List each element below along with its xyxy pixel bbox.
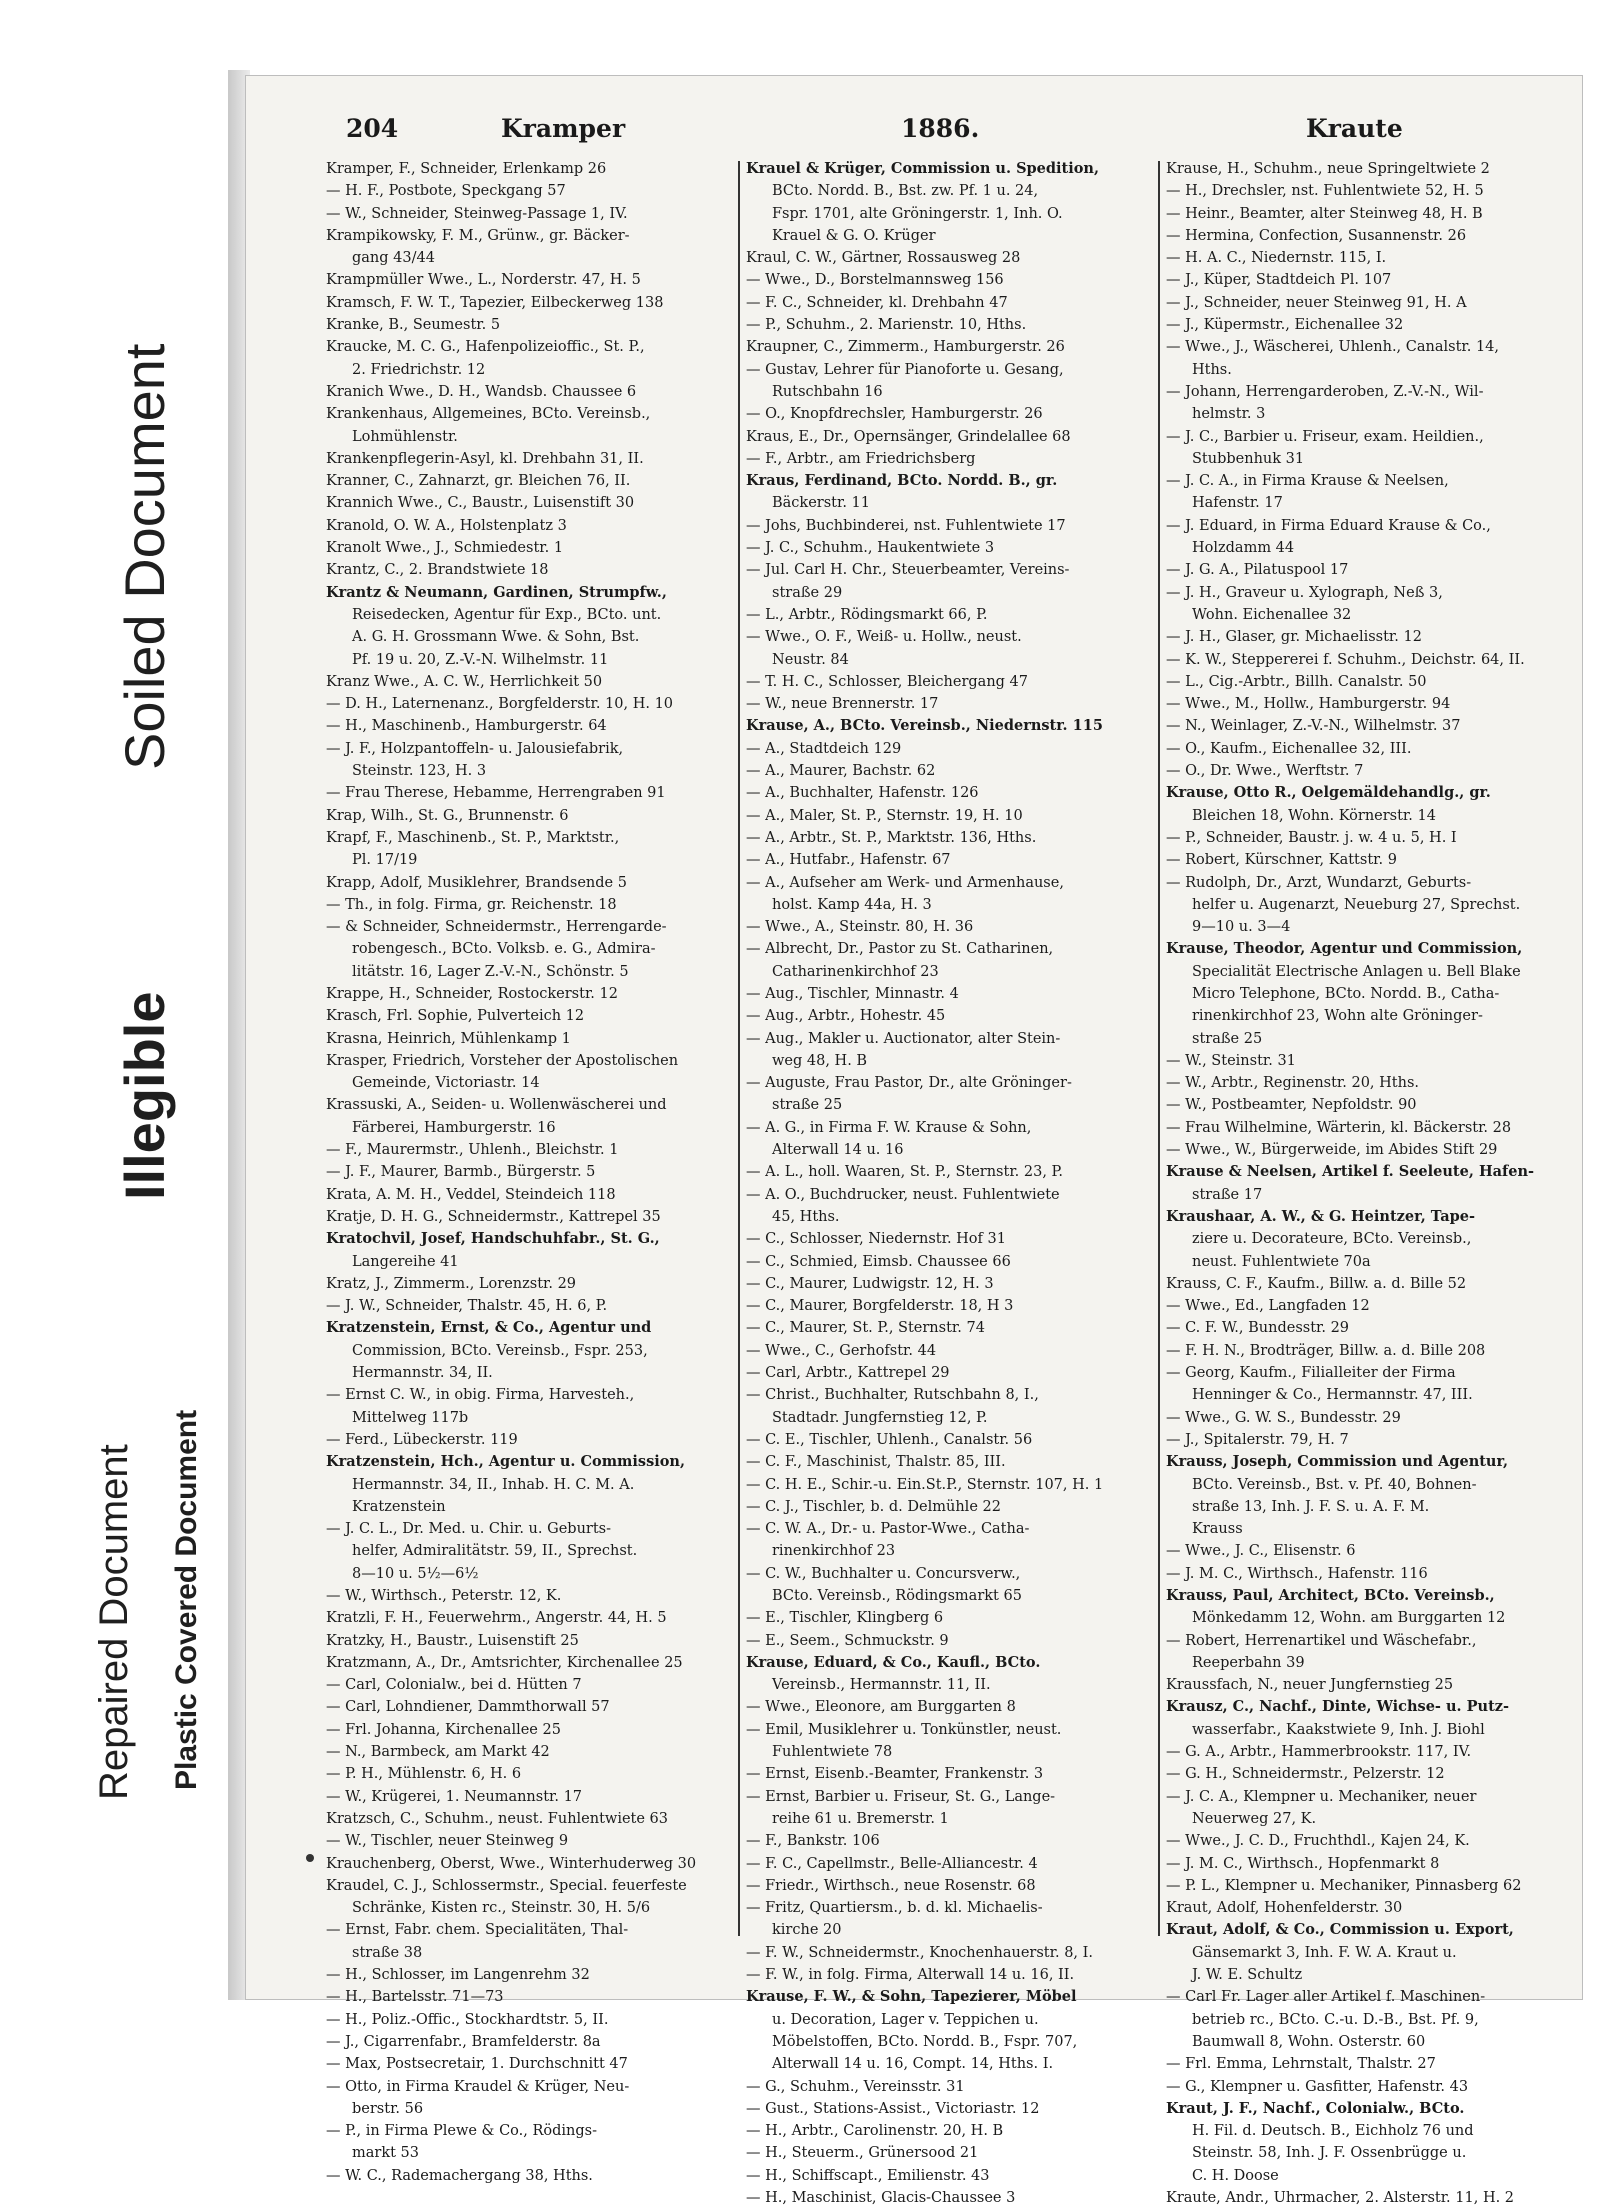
directory-entry: — C. F., Maschinist, Thalstr. 85, III.: [746, 1454, 1006, 1471]
directory-entry: — P., Schneider, Baustr. j. w. 4 u. 5, H. I: [1166, 829, 1457, 846]
directory-entry: — C., Maurer, Ludwigstr. 12, H. 3: [746, 1275, 994, 1292]
directory-entry: — C., Schmied, Eimsb. Chaussee 66: [746, 1253, 1011, 1270]
directory-entry: Krata, A. M. H., Veddel, Steindeich 118: [326, 1186, 616, 1203]
directory-entry: — Jul. Carl H. Chr., Steuerbeamter, Vereins-: [746, 562, 1070, 579]
directory-entry: Steinstr. 58, Inh. J. F. Ossenbrügge u.: [1192, 2145, 1467, 2162]
directory-entry: — H., Arbtr., Carolinenstr. 20, H. B: [746, 2123, 1004, 2140]
directory-entry: Gänsemarkt 3, Inh. F. W. A. Kraut u.: [1192, 1944, 1457, 1961]
directory-entry: — C., Maurer, Borgfelderstr. 18, H 3: [746, 1298, 1014, 1315]
directory-entry: — Wwe., G. W. S., Bundesstr. 29: [1166, 1409, 1401, 1426]
directory-entry: rinenkirchhof 23: [772, 1543, 896, 1560]
directory-entry: Krause, A., BCto. Vereinsb., Niedernstr. 115: [746, 717, 1103, 735]
directory-entry: — Gust., Stations-Assist., Victoriastr. 12: [746, 2100, 1040, 2117]
directory-entry: — J. C. L., Dr. Med. u. Chir. u. Geburts-: [326, 1521, 612, 1538]
header-last-word: Kraute: [1306, 114, 1403, 143]
directory-entry: Stadtadr. Jungfernstieg 12, P.: [772, 1409, 988, 1426]
directory-entry: — Wwe., Ed., Langfaden 12: [1166, 1298, 1370, 1315]
directory-entry: — H., Drechsler, nst. Fuhlentwiete 52, H. 5: [1166, 183, 1484, 200]
directory-entry: — E., Tischler, Klingberg 6: [746, 1610, 944, 1627]
directory-entry: Krassuski, A., Seiden- u. Wollenwäscherei und: [326, 1097, 667, 1114]
directory-entry: Reeperbahn 39: [1192, 1654, 1305, 1671]
directory-entry: Langereihe 41: [352, 1253, 459, 1270]
directory-column-3: [1166, 158, 1571, 2207]
directory-entry: Kramper, F., Schneider, Erlenkamp 26: [326, 161, 607, 177]
directory-entry: Neustr. 84: [772, 651, 849, 668]
directory-entry: helfer u. Augenarzt, Neueburg 27, Sprechst.: [1192, 896, 1521, 913]
directory-entry: Kraudel, C. J., Schlossermstr., Special. feuerfeste: [326, 1877, 687, 1894]
directory-entry: J. W. E. Schultz: [1192, 1967, 1303, 1984]
directory-entry: — J. Eduard, in Firma Eduard Krause & Co.,: [1166, 517, 1491, 534]
directory-entry: — J. C. A., in Firma Krause & Neelsen,: [1166, 473, 1449, 490]
directory-column-2: [746, 158, 1161, 2207]
directory-entry: — J., Küpermstr., Eichenallee 32: [1166, 317, 1404, 334]
directory-entry: — Johann, Herrengarderoben, Z.-V.-N., Wil-: [1166, 383, 1484, 400]
directory-entry: — A. O., Buchdrucker, neust. Fuhlentwiete: [746, 1186, 1060, 1203]
directory-entry: Krantz & Neumann, Gardinen, Strumpfw.,: [326, 583, 667, 601]
header-year: 1886.: [901, 114, 980, 143]
directory-entry: Wohn. Eichenallee 32: [1192, 606, 1352, 623]
directory-entry: helmstr. 3: [1192, 406, 1266, 423]
directory-entry: Kraut, J. F., Nachf., Colonialw., BCto.: [1166, 2099, 1465, 2117]
directory-entry: — C. J., Tischler, b. d. Delmühle 22: [746, 1498, 1001, 1515]
directory-entry: — Frl. Johanna, Kirchenallee 25: [326, 1721, 561, 1738]
directory-entry: — Wwe., C., Gerhofstr. 44: [746, 1342, 937, 1359]
directory-entry: straße 25: [772, 1097, 843, 1114]
page-number: 204: [346, 114, 399, 143]
directory-entry: Kramsch, F. W. T., Tapezier, Eilbeckerweg 138: [326, 294, 664, 311]
directory-entry: Krantz, C., 2. Brandstwiete 18: [326, 562, 549, 579]
directory-entry: — W., Krügerei, 1. Neumannstr. 17: [326, 1788, 583, 1805]
directory-entry: Kratzenstein, Hch., Agentur u. Commission,: [326, 1453, 686, 1471]
ink-dot-mark: [306, 1854, 314, 1862]
directory-entry: — N., Weinlager, Z.-V.-N., Wilhelmstr. 37: [1166, 718, 1461, 735]
directory-entry: Krasper, Friedrich, Vorsteher der Apostolischen: [326, 1052, 679, 1069]
directory-entry: Kraut, Adolf, Hohenfelderstr. 30: [1166, 1900, 1403, 1917]
directory-entry: — Wwe., M., Hollw., Hamburgerstr. 94: [1166, 696, 1451, 713]
directory-entry: — Friedr., Wirthsch., neue Rosenstr. 68: [746, 1877, 1036, 1894]
directory-entry: — H., Bartelsstr. 71—73: [326, 1989, 504, 2006]
directory-entry: — G. H., Schneidermstr., Pelzerstr. 12: [1166, 1766, 1445, 1783]
directory-entry: — J. G. A., Pilatuspool 17: [1166, 562, 1349, 579]
directory-entry: Reisedecken, Agentur für Exp., BCto. unt.: [352, 606, 662, 623]
directory-entry: Krasna, Heinrich, Mühlenkamp 1: [326, 1030, 571, 1047]
directory-entry: — W., Arbtr., Reginenstr. 20, Hths.: [1166, 1075, 1420, 1092]
directory-entry: Krauss, Joseph, Commission und Agentur,: [1166, 1453, 1509, 1471]
directory-entry: — P., in Firma Plewe & Co., Rödings-: [326, 2123, 597, 2140]
directory-entry: — Carl, Lohndiener, Dammthorwall 57: [326, 1699, 610, 1716]
directory-entry: — J. C., Barbier u. Friseur, exam. Heildien.,: [1166, 428, 1484, 445]
directory-entry: — Wwe., A., Steinstr. 80, H. 36: [746, 919, 974, 936]
directory-entry: Commission, BCto. Vereinsb., Fspr. 253,: [352, 1342, 648, 1359]
directory-entry: Holzdamm 44: [1192, 540, 1295, 557]
directory-entry: straße 38: [352, 1944, 423, 1961]
directory-entry: — Frau Wilhelmine, Wärterin, kl. Bäckerstr. 28: [1166, 1119, 1512, 1136]
directory-entry: BCto. Nordd. B., Bst. zw. Pf. 1 u. 24,: [772, 183, 1039, 200]
directory-entry: — H., Schlosser, im Langenrehm 32: [326, 1967, 590, 1984]
directory-entry: — Robert, Kürschner, Kattstr. 9: [1166, 852, 1397, 869]
directory-entry: Krausz, C., Nachf., Dinte, Wichse- u. Putz-: [1166, 1698, 1510, 1716]
directory-entry: — Frl. Emma, Lehrnstalt, Thalstr. 27: [1166, 2056, 1436, 2073]
directory-entry: Kraucke, M. C. G., Hafenpolizeioffic., St. P.,: [326, 339, 645, 356]
directory-entry: Specialität Electrische Anlagen u. Bell Blake: [1192, 963, 1521, 980]
directory-entry: — C. F. W., Bundesstr. 29: [1166, 1320, 1350, 1337]
directory-entry: Henninger & Co., Hermannstr. 47, III.: [1192, 1387, 1473, 1404]
directory-entry: Kraul, C. W., Gärtner, Rossausweg 28: [746, 250, 1021, 267]
directory-entry: — Max, Postsecretair, 1. Durchschnitt 47: [326, 2056, 628, 2073]
directory-entry: — L., Cig.-Arbtr., Billh. Canalstr. 50: [1166, 673, 1427, 690]
directory-entry: C. H. Doose: [1192, 2167, 1279, 2184]
directory-entry: Micro Telephone, BCto. Nordd. B., Catha-: [1192, 985, 1500, 1002]
directory-entry: Krampikowsky, F. M., Grünw., gr. Bäcker-: [326, 227, 630, 244]
directory-entry: — Aug., Tischler, Minnastr. 4: [746, 985, 959, 1002]
directory-entry: — W., Steinstr. 31: [1166, 1052, 1296, 1069]
directory-entry: — A., Maler, St. P., Sternstr. 19, H. 10: [746, 807, 1023, 824]
directory-entry: — P. L., Klempner u. Mechaniker, Pinnasberg 62: [1166, 1877, 1522, 1894]
directory-entry: — C., Schlosser, Niedernstr. Hof 31: [746, 1231, 1006, 1248]
directory-entry: Hermannstr. 34, II., Inhab. H. C. M. A.: [352, 1476, 635, 1493]
directory-entry: straße 25: [1192, 1030, 1263, 1047]
directory-entry: reihe 61 u. Bremerstr. 1: [772, 1810, 949, 1827]
directory-entry: Hafenstr. 17: [1192, 495, 1283, 512]
side-labels: [0, 0, 203, 2177]
directory-entry: — Ernst, Fabr. chem. Specialitäten, Thal-: [326, 1922, 629, 1939]
directory-entry: Krampmüller Wwe., L., Norderstr. 47, H. 5: [326, 272, 641, 289]
directory-entry: — & Schneider, Schneidermstr., Herrengarde-: [326, 919, 667, 936]
directory-entry: — G., Klempner u. Gasfitter, Hafenstr. 43: [1166, 2078, 1469, 2095]
directory-entry: — J. C. A., Klempner u. Mechaniker, neuer: [1166, 1788, 1477, 1805]
directory-entry: — Wwe., O. F., Weiß- u. Hollw., neust.: [746, 629, 1022, 646]
directory-entry: — Ernst, Eisenb.-Beamter, Frankenstr. 3: [746, 1766, 1044, 1783]
directory-entry: markt 53: [352, 2145, 419, 2162]
directory-entry: Färberei, Hamburgerstr. 16: [352, 1119, 556, 1136]
directory-entry: — J. H., Graveur u. Xylograph, Neß 3,: [1166, 584, 1443, 601]
directory-entry: Kranich Wwe., D. H., Wandsb. Chaussee 6: [326, 383, 637, 400]
directory-entry: Schränke, Kisten rc., Steinstr. 30, H. 5/6: [352, 1900, 651, 1917]
directory-entry: Mittelweg 117b: [352, 1409, 469, 1426]
plastic-covered-document-label: Plastic Covered Document: [170, 1409, 203, 1790]
directory-entry: Kraussfach, N., neuer Jungfernstieg 25: [1166, 1677, 1454, 1694]
directory-entry: — A., Buchhalter, Hafenstr. 126: [746, 785, 979, 802]
directory-entry: Rutschbahn 16: [772, 383, 883, 400]
directory-entry: — J., Cigarrenfabr., Bramfelderstr. 8a: [326, 2033, 601, 2050]
directory-entry: Neuerweg 27, K.: [1192, 1810, 1317, 1827]
directory-entry: Krappe, H., Schneider, Rostockerstr. 12: [326, 985, 618, 1002]
directory-entry: — J. F., Maurer, Barmb., Bürgerstr. 5: [326, 1164, 596, 1181]
directory-entry: Möbelstoffen, BCto. Nordd. B., Fspr. 707,: [772, 2033, 1078, 2050]
directory-entry: — J. F., Holzpantoffeln- u. Jalousiefabrik,: [326, 740, 624, 757]
directory-entry: — C. H. E., Schir.-u. Ein.St.P., Sternstr. 107, H. 1: [746, 1476, 1104, 1493]
directory-entry: betrieb rc., BCto. C.-u. D.-B., Bst. Pf. 9,: [1192, 2011, 1479, 2028]
directory-entry: — J. H., Glaser, gr. Michaelisstr. 12: [1166, 629, 1422, 646]
directory-entry: Kratochvil, Josef, Handschuhfabr., St. G.,: [326, 1230, 660, 1248]
directory-entry: — Th., in folg. Firma, gr. Reichenstr. 18: [326, 896, 617, 913]
running-head: [246, 114, 1584, 154]
directory-entry: — F., Arbtr., am Friedrichsberg: [746, 450, 976, 467]
directory-entry: — P., Schuhm., 2. Marienstr. 10, Hths.: [746, 317, 1027, 334]
directory-entry: — H., Steuerm., Grünersood 21: [746, 2145, 979, 2162]
directory-entry: — Heinr., Beamter, alter Steinweg 48, H. B: [1166, 205, 1483, 222]
directory-entry: — C. W., Buchhalter u. Concursverw.,: [746, 1565, 1021, 1582]
directory-entry: — Carl Fr. Lager aller Artikel f. Maschinen-: [1166, 1989, 1486, 2006]
directory-entry: — F., Maurermstr., Uhlenh., Bleichstr. 1: [326, 1142, 619, 1159]
directory-entry: Pf. 19 u. 20, Z.-V.-N. Wilhelmstr. 11: [352, 651, 609, 668]
directory-entry: — F. C., Schneider, kl. Drehbahn 47: [746, 294, 1008, 311]
repaired-document-label: Repaired Document: [92, 1444, 136, 1800]
directory-entry: — P. H., Mühlenstr. 6, H. 6: [326, 1766, 522, 1783]
directory-entry: — O., Dr. Wwe., Werftstr. 7: [1166, 763, 1364, 780]
directory-entry: Kratz, J., Zimmerm., Lorenzstr. 29: [326, 1275, 577, 1292]
directory-entry: — D. H., Laternenanz., Borgfelderstr. 10, H. 10: [326, 696, 674, 713]
directory-entry: Alterwall 14 u. 16: [772, 1142, 904, 1159]
directory-entry: Gemeinde, Victoriastr. 14: [352, 1075, 540, 1092]
directory-entry: Krapf, F., Maschinenb., St. P., Marktstr.,: [326, 829, 620, 846]
directory-entry: Baumwall 8, Wohn. Osterstr. 60: [1192, 2033, 1426, 2050]
directory-entry: — T. H. C., Schlosser, Bleichergang 47: [746, 673, 1029, 690]
directory-entry: — Gustav, Lehrer für Pianoforte u. Gesang,: [746, 361, 1064, 378]
directory-entry: — J. M. C., Wirthsch., Hafenstr. 116: [1166, 1565, 1428, 1582]
directory-entry: — W., neue Brennerstr. 17: [746, 696, 939, 713]
directory-column-1: [326, 158, 741, 2184]
directory-entry: — Wwe., J., Wäscherei, Uhlenh., Canalstr. 14,: [1166, 339, 1500, 356]
directory-entry: 9—10 u. 3—4: [1192, 919, 1291, 936]
directory-entry: — Ferd., Lübeckerstr. 119: [326, 1431, 518, 1448]
directory-entry: Kratzmann, A., Dr., Amtsrichter, Kirchenallee 25: [326, 1654, 683, 1671]
directory-entry: litätstr. 16, Lager Z.-V.-N., Schönstr. 5: [352, 963, 629, 980]
directory-entry: Bleichen 18, Wohn. Körnerstr. 14: [1192, 807, 1436, 824]
directory-entry: weg 48, H. B: [772, 1052, 868, 1069]
directory-entry: — H., Schiffscapt., Emilienstr. 43: [746, 2167, 990, 2184]
directory-entry: — A., Hutfabr., Hafenstr. 67: [746, 852, 951, 869]
directory-entry: — Robert, Herrenartikel und Wäschefabr.,: [1166, 1632, 1477, 1649]
directory-entry: — J., Spitalerstr. 79, H. 7: [1166, 1431, 1349, 1448]
directory-entry: — F. W., Schneidermstr., Knochenhauerstr. 8, I.: [746, 1944, 1093, 1961]
directory-entry: — Fritz, Quartiersm., b. d. kl. Michaelis-: [746, 1900, 1043, 1917]
directory-entry: Kraut, Adolf, & Co., Commission u. Export,: [1166, 1921, 1514, 1939]
directory-entry: — J. C., Schuhm., Haukentwiete 3: [746, 540, 995, 557]
directory-entry: — A., Arbtr., St. P., Marktstr. 136, Hths.: [746, 829, 1037, 846]
directory-entry: Kratzenstein: [352, 1498, 446, 1515]
directory-entry: — F., Bankstr. 106: [746, 1833, 880, 1850]
directory-entry: BCto. Vereinsb., Rödingsmarkt 65: [772, 1588, 1022, 1604]
directory-entry: — H., Poliz.-Offic., Stockhardtstr. 5, II.: [326, 2011, 609, 2028]
directory-entry: — H., Maschinenb., Hamburgerstr. 64: [326, 718, 607, 735]
directory-entry: 45, Hths.: [772, 1208, 840, 1225]
directory-entry: — W., Tischler, neuer Steinweg 9: [326, 1833, 569, 1850]
directory-entry: Kratzenstein, Ernst, & Co., Agentur und: [326, 1319, 652, 1337]
directory-entry: BCto. Vereinsb., Bst. v. Pf. 40, Bohnen-: [1192, 1476, 1477, 1493]
directory-entry: — G., Schuhm., Vereinsstr. 31: [746, 2078, 965, 2095]
directory-entry: Lohmühlenstr.: [352, 428, 458, 445]
directory-entry: Krapp, Adolf, Musiklehrer, Brandsende 5: [326, 874, 627, 891]
directory-entry: Krause, F. W., & Sohn, Tapezierer, Möbel: [746, 1988, 1077, 2006]
directory-entry: A. G. H. Grossmann Wwe. & Sohn, Bst.: [352, 629, 640, 646]
directory-entry: Krannich Wwe., C., Baustr., Luisenstift 30: [326, 495, 635, 512]
directory-entry: robengesch., BCto. Volksb. e. G., Admira-: [352, 941, 656, 958]
directory-entry: — Auguste, Frau Pastor, Dr., alte Gröninger-: [746, 1075, 1072, 1092]
directory-entry: — Otto, in Firma Kraudel & Krüger, Neu-: [326, 2078, 630, 2095]
directory-entry: Krankenpflegerin-Asyl, kl. Drehbahn 31, II.: [326, 450, 644, 467]
directory-entry: — A. G., in Firma F. W. Krause & Sohn,: [746, 1119, 1032, 1136]
directory-entry: — W., Schneider, Steinweg-Passage 1, IV.: [326, 205, 628, 222]
directory-entry: — Ernst C. W., in obig. Firma, Harvesteh.,: [326, 1387, 635, 1404]
directory-entry: Krause, Otto R., Oelgemäldehandlg., gr.: [1166, 784, 1491, 802]
directory-entry: Kranke, B., Seumestr. 5: [326, 317, 501, 334]
directory-entry: Kratzky, H., Baustr., Luisenstift 25: [326, 1632, 579, 1649]
directory-entry: Krauss, Paul, Architect, BCto. Vereinsb.,: [1166, 1587, 1495, 1604]
directory-entry: Krause, Theodor, Agentur und Commission,: [1166, 940, 1523, 958]
directory-entry: — H. F., Postbote, Speckgang 57: [326, 183, 566, 200]
directory-entry: — Emil, Musiklehrer u. Tonkünstler, neust.: [746, 1721, 1062, 1738]
directory-entry: — F. W., in folg. Firma, Alterwall 14 u. 16, II.: [746, 1967, 1075, 1984]
directory-entry: — L., Arbtr., Rödingsmarkt 66, P.: [746, 606, 988, 623]
directory-entry: Kranz Wwe., A. C. W., Herrlichkeit 50: [326, 673, 603, 690]
directory-entry: — Ernst, Barbier u. Friseur, St. G., Lange-: [746, 1788, 1056, 1805]
directory-entry: — N., Barmbeck, am Markt 42: [326, 1744, 550, 1761]
directory-entry: Kratje, D. H. G., Schneidermstr., Kattrepel 35: [326, 1208, 661, 1225]
directory-entry: Pl. 17/19: [352, 852, 418, 869]
directory-entry: H. Fil. d. Deutsch. B., Eichholz 76 und: [1192, 2123, 1474, 2140]
directory-entry: ziere u. Decorateure, BCto. Vereinsb.,: [1192, 1231, 1472, 1248]
directory-entry: — J. M. C., Wirthsch., Hopfenmarkt 8: [1166, 1855, 1440, 1872]
directory-entry: kirche 20: [772, 1922, 842, 1939]
directory-entry: rinenkirchhof 23, Wohn alte Gröninger-: [1192, 1008, 1483, 1025]
directory-entry: Kranold, O. W. A., Holstenplatz 3: [326, 517, 567, 534]
directory-entry: helfer, Admiralitätstr. 59, II., Sprechst.: [352, 1543, 638, 1560]
directory-entry: Krauss: [1192, 1521, 1243, 1538]
directory-entry: — A. L., holl. Waaren, St. P., Sternstr. 23, P.: [746, 1164, 1063, 1181]
directory-entry: Krap, Wilh., St. G., Brunnenstr. 6: [326, 807, 569, 824]
directory-entry: Kranolt Wwe., J., Schmiedestr. 1: [326, 540, 564, 557]
directory-entry: Kraushaar, A. W., & G. Heintzer, Tape-: [1166, 1207, 1475, 1225]
directory-entry: — Aug., Arbtr., Hohestr. 45: [746, 1008, 946, 1025]
directory-entry: Kratzsch, C., Schuhm., neust. Fuhlentwiete 63: [326, 1810, 669, 1827]
directory-entry: — W., Postbeamter, Nepfoldstr. 90: [1166, 1097, 1417, 1114]
directory-entry: Bäckerstr. 11: [772, 495, 870, 512]
directory-entry: Hermannstr. 34, II.: [352, 1365, 493, 1382]
directory-entry: Kraus, E., Dr., Opernsänger, Grindelallee 68: [746, 428, 1071, 445]
directory-entry: Stubbenhuk 31: [1192, 450, 1305, 467]
directory-entry: — Hermina, Confection, Susannenstr. 26: [1166, 227, 1467, 244]
directory-entry: — H. A. C., Niedernstr. 115, I.: [1166, 250, 1387, 267]
directory-entry: — Aug., Makler u. Auctionator, alter Stein-: [746, 1030, 1061, 1047]
directory-entry: — Johs, Buchbinderei, nst. Fuhlentwiete 17: [746, 517, 1066, 534]
directory-entry: Alterwall 14 u. 16, Compt. 14, Hths. I.: [772, 2056, 1054, 2073]
directory-entry: 2. Friedrichstr. 12: [352, 361, 486, 378]
directory-entry: Fspr. 1701, alte Gröningerstr. 1, Inh. O.: [772, 205, 1063, 222]
directory-entry: — Wwe., Eleonore, am Burggarten 8: [746, 1699, 1016, 1716]
directory-entry: Kraus, Ferdinand, BCto. Nordd. B., gr.: [746, 472, 1058, 490]
directory-entry: — J. W., Schneider, Thalstr. 45, H. 6, P.: [326, 1298, 608, 1315]
directory-entry: Krauss, C. F., Kaufm., Billw. a. d. Bille 52: [1166, 1275, 1467, 1292]
directory-entry: Krauel & G. O. Krüger: [772, 227, 936, 244]
directory-entry: Kraute, Andr., Uhrmacher, 2. Alsterstr. 11, H. 2: [1166, 2190, 1515, 2207]
directory-entry: — Albrecht, Dr., Pastor zu St. Catharinen,: [746, 941, 1054, 958]
header-first-word: Kramper: [501, 114, 626, 143]
directory-entry: — C. W. A., Dr.- u. Pastor-Wwe., Catha-: [746, 1521, 1030, 1538]
directory-entry: — O., Kaufm., Eichenallee 32, III.: [1166, 740, 1412, 757]
directory-entry: — J., Küper, Stadtdeich Pl. 107: [1166, 272, 1392, 289]
soiled-document-label: Soiled Document: [113, 343, 176, 770]
directory-entry: — Carl, Arbtr., Kattrepel 29: [746, 1365, 950, 1382]
directory-entry: Mönkedamm 12, Wohn. am Burggarten 12: [1192, 1610, 1506, 1627]
directory-entry: Vereinsb., Hermannstr. 11, II.: [772, 1677, 991, 1694]
directory-entry: — A., Aufseher am Werk- und Armenhause,: [746, 874, 1064, 891]
directory-page: [245, 75, 1583, 2207]
directory-entry: Krause & Neelsen, Artikel f. Seeleute, Hafen-: [1166, 1163, 1535, 1181]
directory-entry: holst. Kamp 44a, H. 3: [772, 896, 932, 913]
directory-entry: Kranner, C., Zahnarzt, gr. Bleichen 76, II.: [326, 473, 631, 490]
directory-entry: — G. A., Arbtr., Hammerbrookstr. 117, IV.: [1166, 1744, 1472, 1761]
directory-entry: gang 43/44: [352, 250, 435, 267]
directory-entry: neust. Fuhlentwiete 70a: [1192, 1253, 1371, 1270]
directory-entry: u. Decoration, Lager v. Teppichen u.: [772, 2011, 1039, 2028]
directory-entry: — Georg, Kaufm., Filialleiter der Firma: [1166, 1365, 1456, 1382]
directory-entry: Krasch, Frl. Sophie, Pulverteich 12: [326, 1008, 585, 1025]
directory-entry: berstr. 56: [352, 2100, 424, 2117]
directory-entry: — A., Stadtdeich 129: [746, 740, 902, 757]
directory-entry: Steinstr. 123, H. 3: [352, 763, 487, 780]
illegible-label: Illegible: [113, 991, 176, 1200]
directory-entry: — Carl, Colonialw., bei d. Hütten 7: [326, 1677, 582, 1694]
directory-entry: Krankenhaus, Allgemeines, BCto. Vereinsb.,: [326, 406, 651, 423]
directory-entry: — A., Maurer, Bachstr. 62: [746, 763, 936, 780]
directory-entry: Catharinenkirchhof 23: [772, 963, 939, 980]
directory-entry: Krause, H., Schuhm., neue Springeltwiete 2: [1166, 161, 1490, 177]
directory-entry: — J., Schneider, neuer Steinweg 91, H. A: [1166, 294, 1467, 311]
directory-entry: Krauchenberg, Oberst, Wwe., Winterhuderweg 30: [326, 1855, 697, 1872]
directory-entry: Krauel & Krüger, Commission u. Spedition,: [746, 160, 1100, 177]
directory-entry: Kraupner, C., Zimmerm., Hamburgerstr. 26: [746, 339, 1065, 356]
directory-entry: — F. H. N., Brodträger, Billw. a. d. Bille 208: [1166, 1342, 1486, 1359]
directory-entry: — O., Knopfdrechsler, Hamburgerstr. 26: [746, 406, 1043, 423]
directory-entry: straße 29: [772, 584, 843, 601]
directory-entry: Kratzli, F. H., Feuerwehrm., Angerstr. 44, H. 5: [326, 1610, 667, 1627]
directory-entry: — Wwe., J. C., Elisenstr. 6: [1166, 1543, 1356, 1560]
directory-entry: Krause, Eduard, & Co., Kaufl., BCto.: [746, 1653, 1041, 1671]
directory-entry: — Wwe., J. C. D., Fruchthdl., Kajen 24, K.: [1166, 1833, 1470, 1850]
directory-entry: straße 17: [1192, 1186, 1263, 1203]
directory-entry: — Christ., Buchhalter, Rutschbahn 8, I.,: [746, 1387, 1039, 1404]
directory-entry: — Wwe., W., Bürgerweide, im Abides Stift 29: [1166, 1142, 1498, 1159]
directory-entry: wasserfabr., Kaakstwiete 9, Inh. J. Biohl: [1192, 1721, 1485, 1738]
directory-entry: — C. E., Tischler, Uhlenh., Canalstr. 56: [746, 1431, 1033, 1448]
directory-entry: — C., Maurer, St. P., Sternstr. 74: [746, 1320, 985, 1337]
directory-entry: — H., Maschinist, Glacis-Chaussee 3: [746, 2190, 1016, 2207]
directory-entry: Hths.: [1192, 361, 1232, 378]
directory-entry: — Rudolph, Dr., Arzt, Wundarzt, Geburts-: [1166, 874, 1472, 891]
directory-entry: — W., Wirthsch., Peterstr. 12, K.: [326, 1588, 562, 1604]
directory-entry: — F. C., Capellmstr., Belle-Alliancestr. 4: [746, 1855, 1038, 1872]
directory-entry: straße 13, Inh. J. F. S. u. A. F. M.: [1192, 1498, 1430, 1515]
directory-entry: — Frau Therese, Hebamme, Herrengraben 91: [326, 785, 666, 802]
directory-entry: — W. C., Rademachergang 38, Hths.: [326, 2167, 593, 2184]
directory-entry: Fuhlentwiete 78: [772, 1744, 893, 1761]
directory-entry: — K. W., Steppererei f. Schuhm., Deichstr. 64, II.: [1166, 651, 1525, 668]
directory-entry: 8—10 u. 5½—6½: [352, 1565, 479, 1582]
directory-entry: — Wwe., D., Borstelmannsweg 156: [746, 272, 1004, 289]
directory-entry: — E., Seem., Schmuckstr. 9: [746, 1632, 949, 1649]
